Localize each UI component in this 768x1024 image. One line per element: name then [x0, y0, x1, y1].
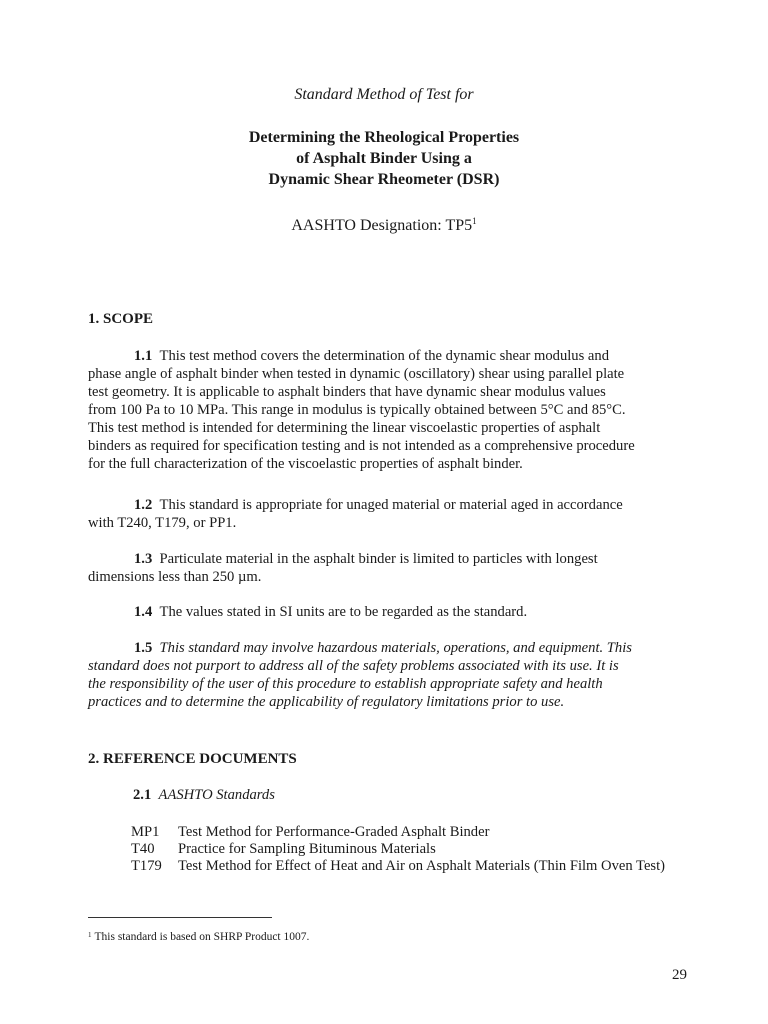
- subsection-2-1: [133, 787, 275, 804]
- reference-item: [131, 824, 701, 841]
- title-line-1: Determining the Rheological Properties: [248, 129, 520, 146]
- paragraph-number: 1.3: [134, 551, 153, 567]
- footnote-mark: 1: [88, 931, 92, 939]
- paragraph-1-5: 1.5 This standard may involve hazardous materials, operations, and equipment. This standard does not purport to address all of the safety problems associated with its use. It is the responsibility of the user of this procedure to establish appropriate safety and health practices and to determine the applicability of regulatory limitations prior to use.: [88, 640, 632, 710]
- footnote-divider: [88, 917, 272, 918]
- section-2-heading: 2. REFERENCE DOCUMENTS: [88, 751, 297, 767]
- reference-item: [131, 841, 701, 858]
- paragraph-number: 1.1: [134, 348, 153, 364]
- section-1-heading: 1. SCOPE: [88, 311, 154, 327]
- footnote: [88, 931, 309, 943]
- paragraph-number: 1.4: [134, 604, 153, 620]
- reference-code: T40: [131, 841, 155, 857]
- designation-footnote-mark: 1: [472, 216, 477, 226]
- document-subtitle: Standard Method of Test for: [294, 86, 474, 103]
- aashto-designation: [0, 217, 768, 235]
- title-line-3: Dynamic Shear Rheometer (DSR): [268, 171, 500, 188]
- document-title: [0, 127, 768, 190]
- paragraph-number: 1.5: [134, 640, 153, 656]
- subsection-title: AASHTO Standards: [158, 787, 275, 803]
- footnote-text: This standard is based on SHRP Product 1007.: [94, 931, 310, 943]
- page-number: 29: [672, 967, 687, 983]
- reference-code: MP1: [131, 824, 160, 840]
- paragraph-1-1: 1.1 This test method covers the determination of the dynamic shear modulus and phase angle of asphalt binder when tested in dynamic (oscillatory) shear using parallel plate test geometry. It is applicable to asphalt binders that have dynamic shear modulus values from 100 Pa to 10 MPa. This range in modulus is typically obtained between 5°C and 85°C. This test method is intended for determining the linear viscoelastic properties of asphalt binders as required for specification testing and is not intended as a comprehensive procedure for the full characterization of the viscoelastic properties of asphalt binder.: [88, 348, 635, 472]
- reference-text: Practice for Sampling Bituminous Materials: [178, 841, 436, 857]
- reference-item: [131, 858, 701, 875]
- paragraph-1-2: 1.2 This standard is appropriate for unaged material or material aged in accordance with T240, T179, or PP1.: [88, 497, 623, 531]
- reference-list: [131, 824, 701, 875]
- paragraph-number: 1.2: [134, 497, 153, 513]
- reference-text: Test Method for Effect of Heat and Air on Asphalt Materials (Thin Film Oven Test): [178, 858, 666, 874]
- designation-text: AASHTO Designation: TP5: [291, 217, 473, 234]
- subsection-number: 2.1: [133, 787, 152, 803]
- paragraph-1-3: 1.3 Particulate material in the asphalt binder is limited to particles with longest dimensions less than 250 µm.: [88, 551, 598, 585]
- paragraph-1-4: 1.4 The values stated in SI units are to be regarded as the standard.: [134, 604, 528, 620]
- reference-code: T179: [131, 858, 162, 874]
- title-line-2: of Asphalt Binder Using a: [296, 150, 472, 167]
- reference-text: Test Method for Performance-Graded Asphalt Binder: [178, 824, 490, 840]
